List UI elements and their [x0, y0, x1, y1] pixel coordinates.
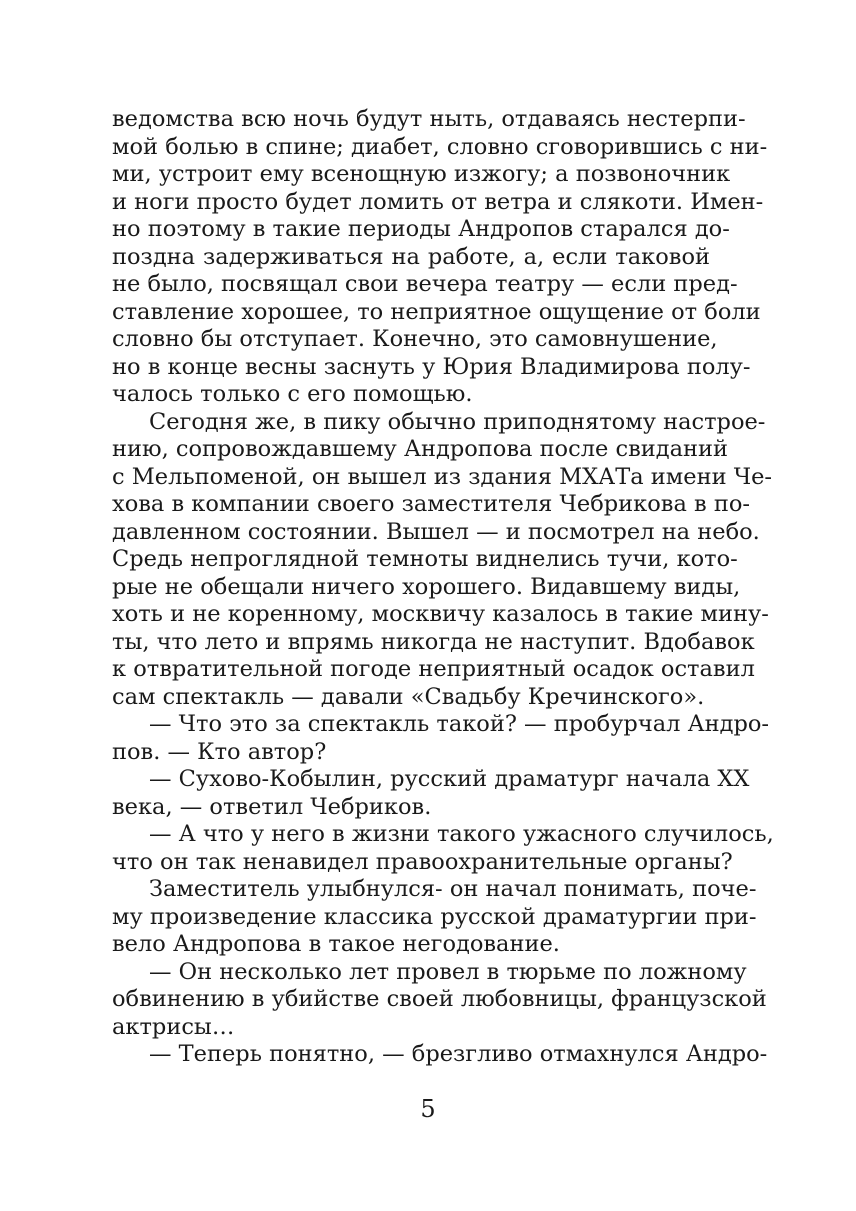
- text-line: но поэтому в такие периоды Андропов старался до-: [112, 216, 730, 242]
- text-line: что он так ненавидел правоохранительные органы?: [112, 848, 733, 875]
- text-line: но в конце весны заснуть у Юрия Владимирова полу-: [112, 353, 751, 380]
- body-text: [112, 106, 774, 1069]
- text-line: пов. — Кто автор?: [112, 738, 327, 765]
- paragraph: [112, 876, 757, 959]
- paragraph: [112, 766, 750, 821]
- text-line: и ноги просто будет ломить от ветра и слякоти. Имен-: [112, 188, 764, 215]
- text-line: нию, сопровождавшему Андропова после свиданий: [112, 436, 728, 462]
- text-line: — Теперь понятно, — брезгливо отмахнулся Андро-: [149, 1041, 768, 1067]
- text-line: хоть и не коренному, москвичу казалось в такие мину-: [112, 601, 769, 627]
- text-line: поздна задерживаться на работе, а, если таковой: [112, 243, 710, 270]
- text-line: с Мельпоменой, он вышел из здания МХАТа имени Че-: [112, 463, 773, 490]
- text-line: Средь непроглядной темноты виднелись тучи, кото-: [112, 546, 738, 572]
- text-line: к отвратительной погоде неприятный осадок оставил: [112, 656, 755, 682]
- text-line: мой болью в спине; диабет, словно сговорившись с ни-: [112, 133, 768, 160]
- text-line: не было, посвящал свои вечера театру — если пред-: [112, 271, 738, 297]
- text-line: рые не обещали ничего хорошего. Видавшему виды,: [112, 573, 741, 600]
- paragraph: [112, 106, 768, 409]
- text-line: Сегодня же, в пику обычно приподнятому настрое-: [149, 408, 766, 435]
- text-line: чалось только с его помощью.: [112, 381, 473, 407]
- text-line: — Он несколько лет провел в тюрьме по ложному: [149, 958, 747, 985]
- text-line: актрисы…: [112, 1013, 235, 1040]
- text-line: му произведение классика русской драматургии при-: [112, 903, 757, 930]
- text-line: ведомства всю ночь будут ныть, отдаваясь нестерпи-: [112, 106, 746, 132]
- text-line: обвинению в убийстве своей любовницы, французской: [112, 986, 767, 1012]
- text-line: словно бы отступает. Конечно, это самовнушение,: [112, 326, 718, 352]
- text-line: сам спектакль — давали «Свадьбу Кречинского».: [112, 683, 705, 710]
- text-line: ставление хорошее, то неприятное ощущение от боли: [112, 298, 761, 325]
- text-line: ты, что лето и впрямь никогда не наступит. Вдобавок: [112, 628, 755, 655]
- text-line: — Что это за спектакль такой? — пробурчал Андро-: [149, 711, 770, 737]
- text-line: Заместитель улыбнулся- он начал понимать, поче-: [149, 876, 757, 902]
- paragraph: [112, 1041, 768, 1069]
- paragraph: [112, 711, 770, 766]
- text-line: давленном состоянии. Вышел — и посмотрел на небо.: [112, 518, 760, 545]
- text-line: ми, устроит ему всенощную изжогу; а позвоночник: [112, 161, 731, 187]
- text-line: хова в компании своего заместителя Чебрикова в по-: [112, 491, 750, 517]
- paragraph: [112, 408, 773, 712]
- text-line: — Сухово-Кобылин, русский драматург начала XX: [149, 766, 750, 792]
- text-line: — А что у него в жизни такого ужасного случилось,: [149, 821, 774, 847]
- paragraph: [112, 958, 767, 1042]
- text-line: вело Андропова в такое негодование.: [112, 931, 560, 957]
- text-line: века, — ответил Чебриков.: [112, 793, 432, 820]
- paragraph: [112, 821, 774, 876]
- page-number: 5: [420, 1095, 436, 1123]
